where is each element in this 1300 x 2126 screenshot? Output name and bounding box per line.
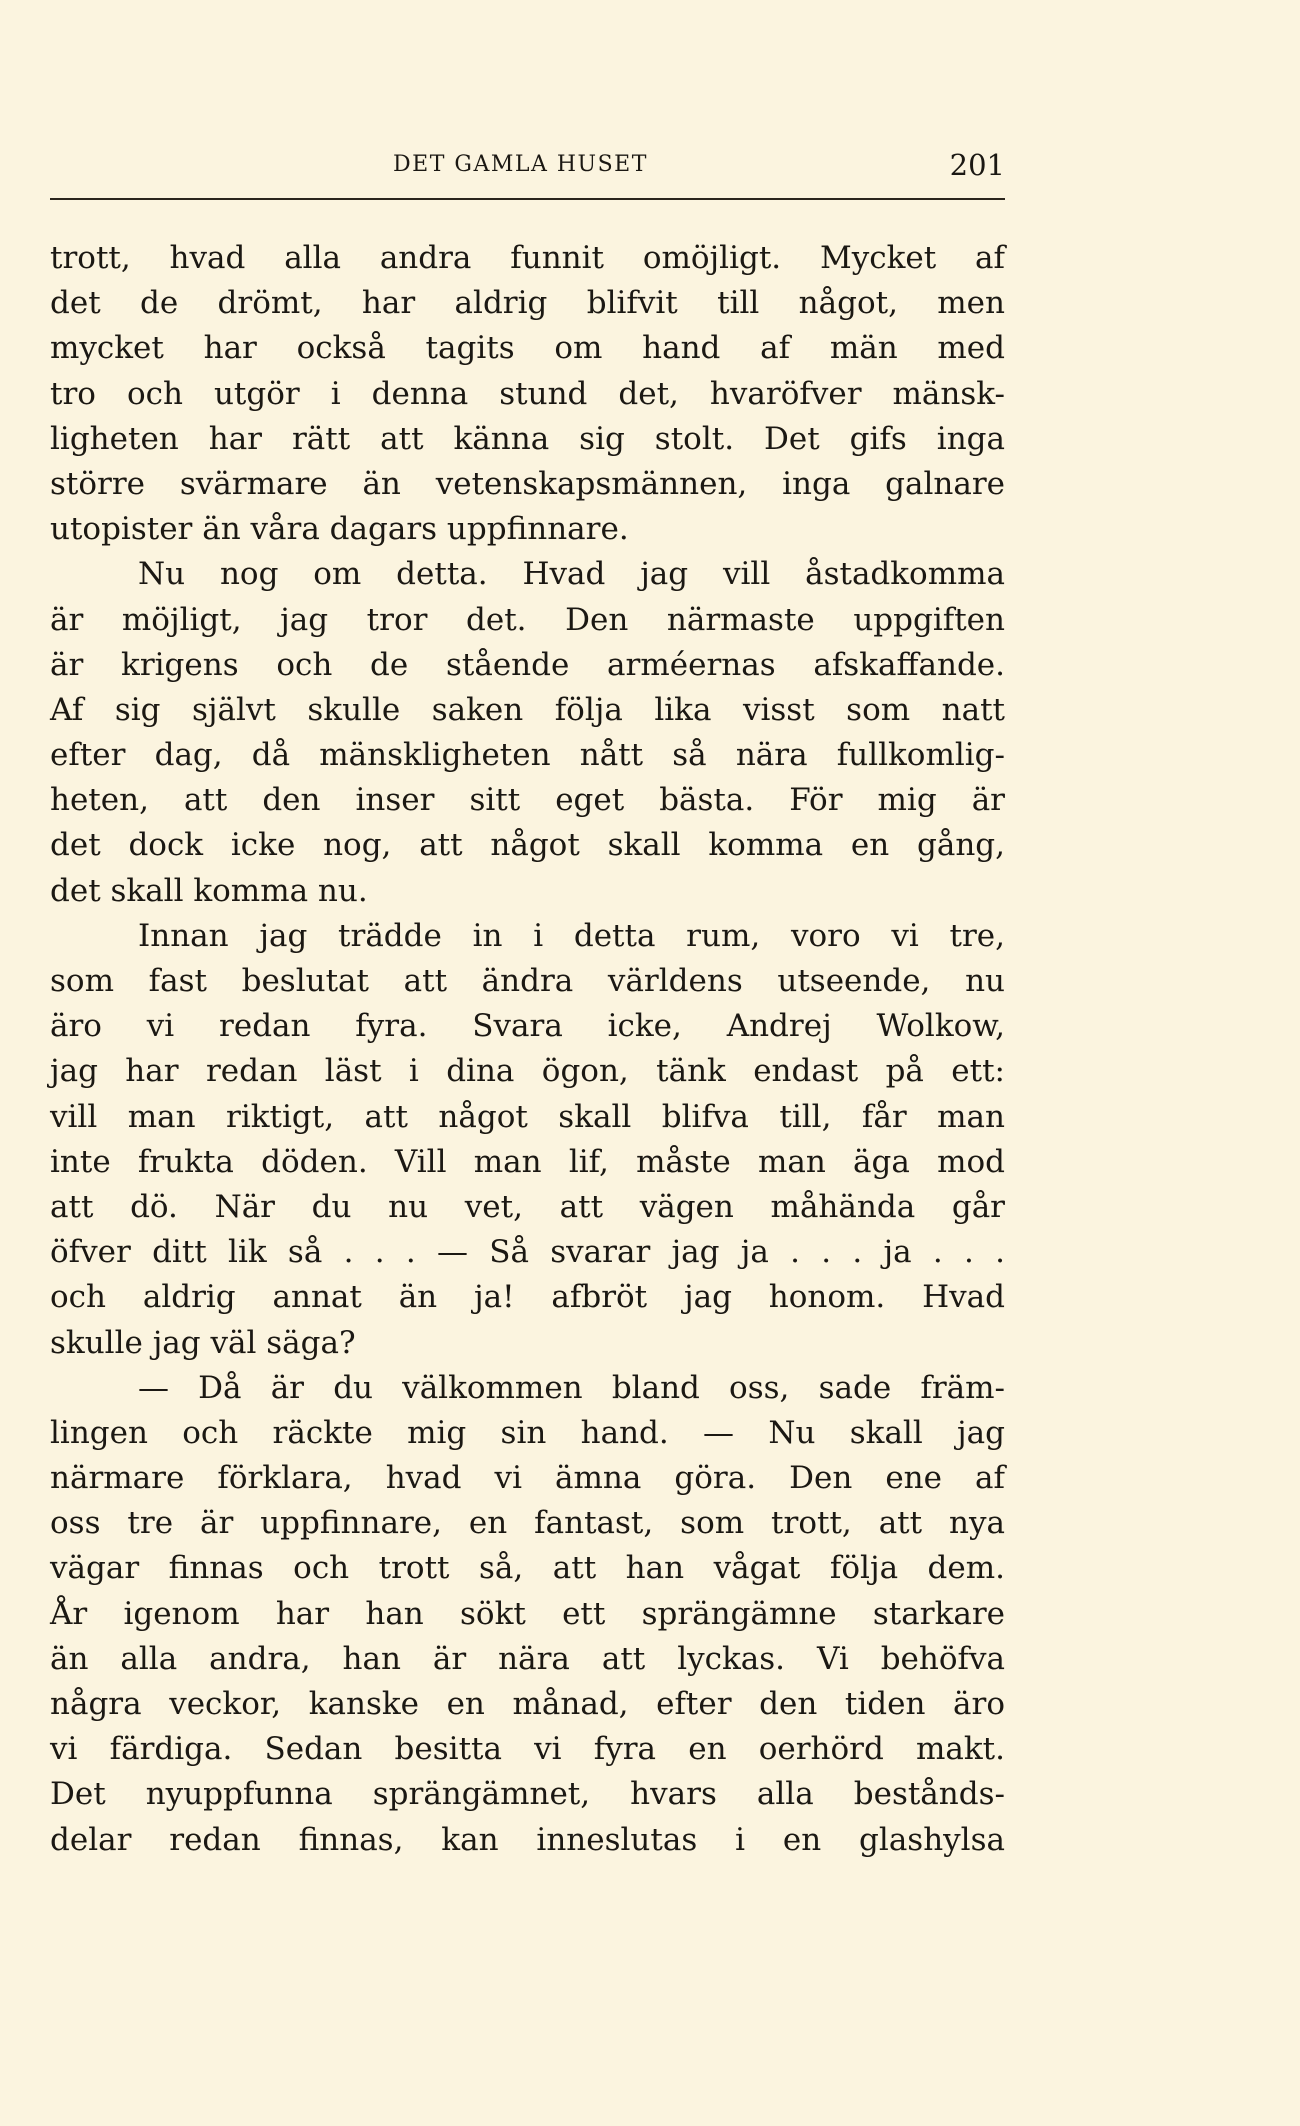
- text-line: lingen och räckte mig sin hand. — Nu skall jag: [50, 1414, 1005, 1451]
- text-line: trott, hvad alla andra funnit omöjligt. Mycket af: [50, 240, 1005, 276]
- text-line: oss tre är uppfinnare, en fantast, som trott, att nya: [50, 1505, 1005, 1542]
- text-line: är krigens och de stående arméernas afskaffande.: [50, 646, 1005, 683]
- text-line: det dock icke nog, att något skall komma en gång,: [50, 827, 1005, 864]
- text-line: större svärmare än vetenskapsmännen, inga galnare: [50, 465, 1005, 502]
- running-title: DET GAMLA HUSET: [393, 152, 648, 177]
- body-text: [50, 236, 1005, 1863]
- text-line: delar redan finnas, kan inneslutas i en glashylsa: [50, 1821, 1005, 1858]
- text-line: är möjligt, jag tror det. Den närmaste uppgiften: [50, 601, 1005, 638]
- text-line: att dö. När du nu vet, att vägen måhända går: [50, 1188, 1005, 1225]
- text-line: skulle jag väl säga?: [50, 1324, 356, 1361]
- text-line: År igenom har han sökt ett sprängämne starkare: [50, 1595, 1005, 1632]
- text-line: vill man riktigt, att något skall blifva till, får man: [50, 1098, 1005, 1135]
- text-line: efter dag, då mänskligheten nått så nära fullkomlig-: [50, 737, 1005, 774]
- text-line: det de drömt, har aldrig blifvit till något, men: [50, 285, 1005, 322]
- page-number: 201: [949, 148, 1005, 182]
- text-line: jag har redan läst i dina ögon, tänk endast på ett:: [50, 1053, 1005, 1090]
- text-line: ligheten har rätt att känna sig stolt. Det gifs inga: [50, 420, 1005, 457]
- text-line: inte frukta döden. Vill man lif, måste man äga mod: [50, 1143, 1005, 1180]
- page-header: [50, 148, 1005, 192]
- text-line: — Då är du välkommen bland oss, sade främ-: [138, 1369, 1005, 1406]
- text-line: det skall komma nu.: [50, 872, 368, 909]
- text-line: och aldrig annat än ja! afbröt jag honom. Hvad: [50, 1279, 1005, 1316]
- text-line: äro vi redan fyra. Svara icke, Andrej Wolkow,: [50, 1008, 1005, 1045]
- text-line: utopister än våra dagars uppfinnare.: [50, 511, 629, 548]
- text-line: Innan jag trädde in i detta rum, voro vi tre,: [138, 917, 1005, 954]
- text-line: Det nyuppfunna sprängämnet, hvars alla bestånds-: [50, 1776, 1005, 1813]
- text-line: några veckor, kanske en månad, efter den tiden äro: [50, 1686, 1005, 1722]
- header-rule: [50, 198, 1005, 200]
- text-line: vägar finnas och trott så, att han vågat följa dem.: [50, 1550, 1005, 1587]
- text-line: Af sig självt skulle saken följa lika visst som natt: [50, 691, 1005, 728]
- text-line: mycket har också tagits om hand af män med: [50, 330, 1005, 367]
- text-line: heten, att den inser sitt eget bästa. För mig är: [50, 782, 1005, 819]
- text-line: tro och utgör i denna stund det, hvaröfver mänsk-: [50, 375, 1005, 412]
- text-line: öfver ditt lik så . . . — Så svarar jag ja . . . ja . . .: [50, 1234, 1005, 1271]
- text-line: vi färdiga. Sedan besitta vi fyra en oerhörd makt.: [50, 1731, 1005, 1768]
- text-line: närmare förklara, hvad vi ämna göra. Den ene af: [50, 1460, 1005, 1497]
- text-line: än alla andra, han är nära att lyckas. Vi behöfva: [50, 1640, 1005, 1677]
- text-line: som fast beslutat att ändra världens utseende, nu: [50, 963, 1005, 999]
- text-line: Nu nog om detta. Hvad jag vill åstadkomma: [138, 556, 1005, 593]
